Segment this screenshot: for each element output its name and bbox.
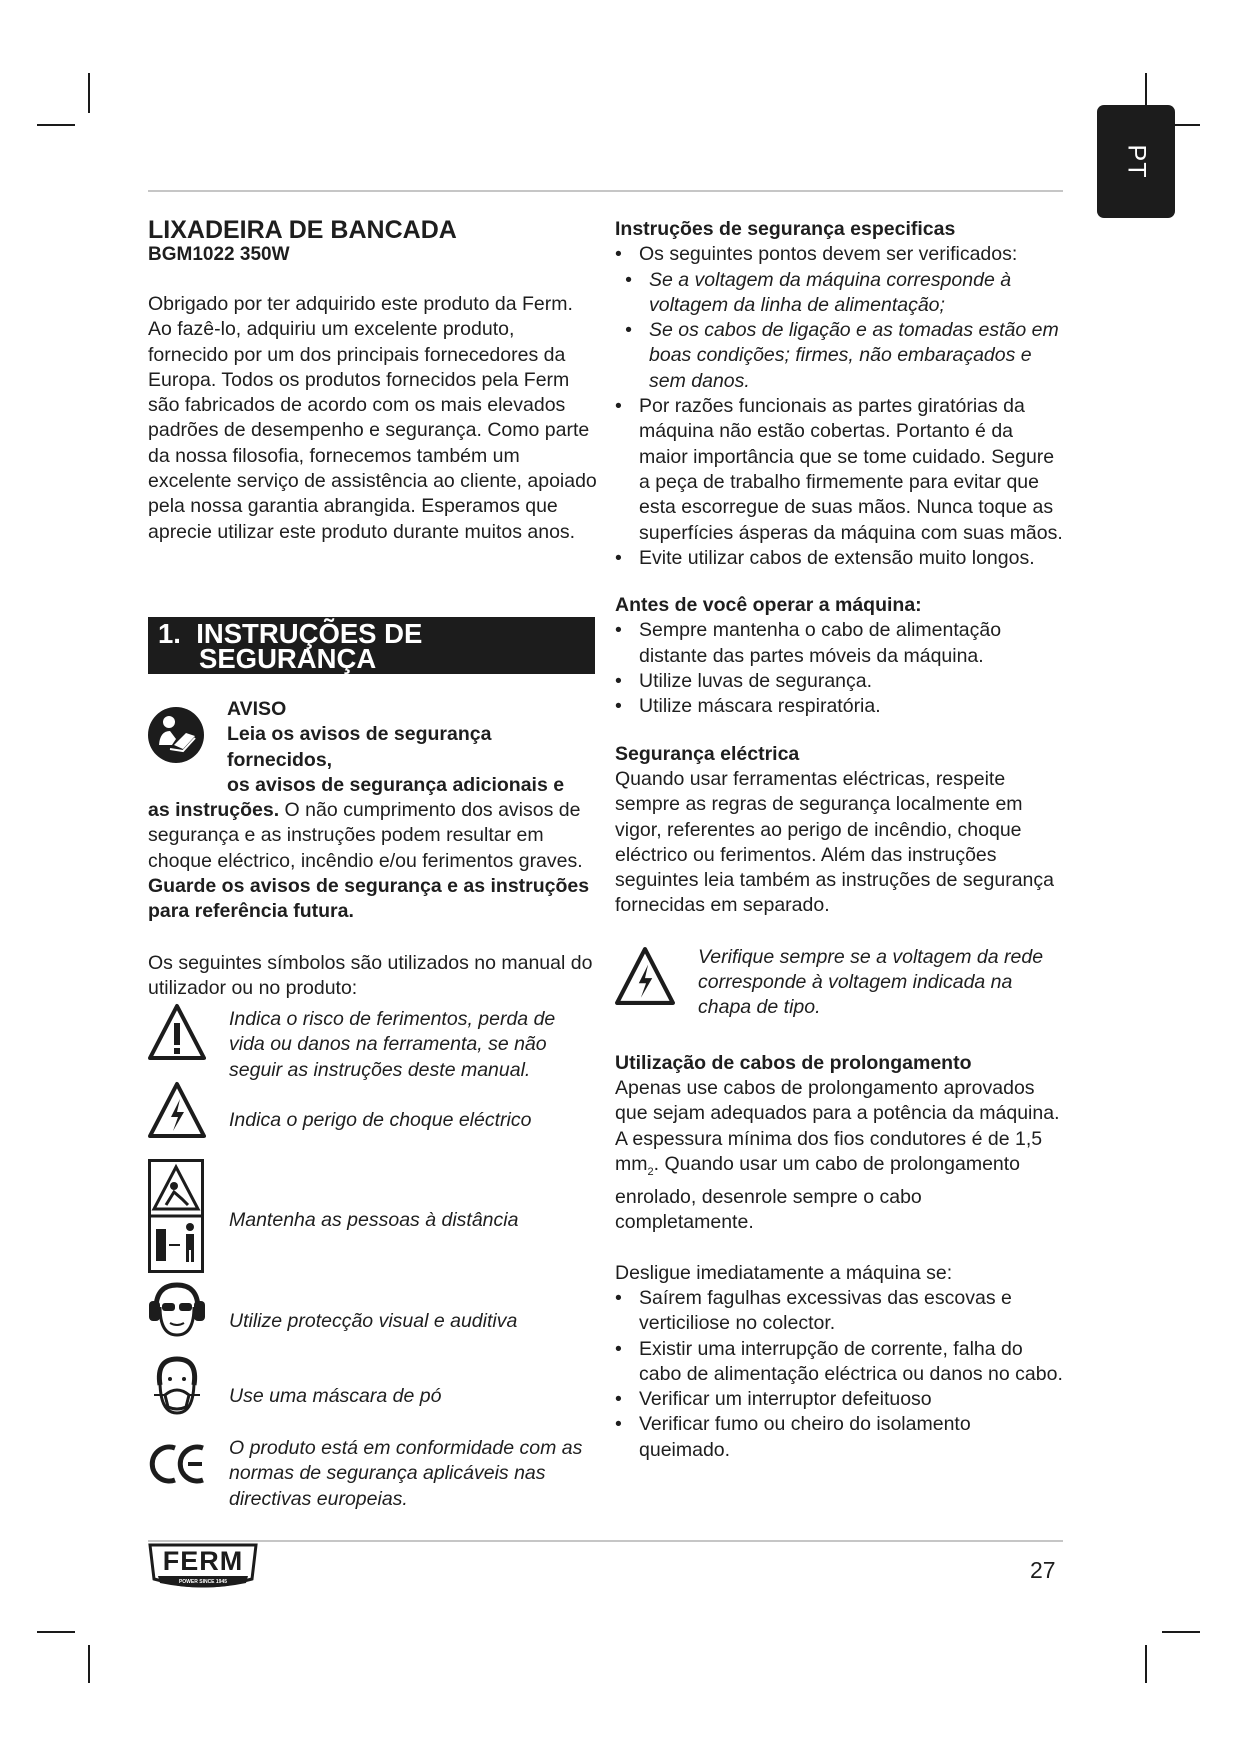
- warning-title: AVISO: [227, 698, 287, 720]
- specific-instructions-heading: Instruções de segurança especificas: [615, 218, 956, 240]
- electric-shock-icon: [148, 1081, 206, 1139]
- dust-mask-icon: [148, 1355, 206, 1417]
- crop-mark: [1145, 1645, 1147, 1683]
- language-tab-label: PT: [1122, 144, 1151, 179]
- electrical-safety-heading: Segurança eléctrica: [615, 742, 800, 765]
- electrical-safety-text: Quando usar ferramentas eléctricas, respeite sempre as regras de segurança localmente em vigor, referentes ao perigo de incêndio, choque eléctrico ou ferimentos. Além das instruções seguintes leia também as instruções de segurança fornecidas em separado.: [615, 767, 1054, 917]
- voltage-note-text: Verifique sempre se a voltagem da rede corresponde à voltagem indicada na chapa de tipo.: [698, 945, 1044, 1019]
- warning-bold-line: Leia os avisos de segurança fornecidos,: [227, 723, 492, 771]
- list-item: • Por razões funcionais as partes giratórias da máquina não estão cobertas. Portanto é da maior importância que se tome cuidado. Segure a peça de trabalho firmemente para evitar que esta escorregue de suas mãos. Nunca toque as superfícies ásperas da máquina com suas mãos.: [615, 394, 1065, 546]
- footer-rule: [148, 1540, 1063, 1542]
- electric-shock-icon: [615, 946, 675, 1006]
- list-item: • Verificar fumo ou cheiro do isolamento queimado.: [615, 1412, 1065, 1463]
- intro-paragraph: Obrigado por ter adquirido este produto da Ferm. Ao fazê-lo, adquiriu um excelente produto, fornecido por um dos principais fornecedores da Europa. Todos os produtos fornecidos pela Ferm são fabricados de acordo com os mais elevados padrões de desempenho e segurança. Como parte da nossa filosofia, fornecemos também um excelente serviço de assistência ao cliente, apoiado pela nossa garantia abrangida. Esperamos que aprecie utilizar este produto durante muitos anos.: [148, 293, 597, 543]
- specific-instructions-list: [615, 394, 1065, 571]
- model-number: BGM1022 350W: [148, 244, 290, 265]
- language-tab: [1097, 105, 1175, 218]
- document-title: LIXADEIRA DE BANCADA: [148, 216, 457, 244]
- warning-keep-instructions: Guarde os avisos de segurança e as instruções para referência futura.: [148, 875, 590, 923]
- switch-off-intro: Desligue imediatamente a máquina se:: [615, 1261, 953, 1284]
- left-column: [148, 216, 598, 545]
- symbol-injury-text: Indica o risco de ferimentos, perda de vida ou danos na ferramenta, se não seguir as instruções deste manual.: [229, 1008, 556, 1081]
- warning-bold-line: os avisos de segurança adicionais e: [227, 773, 565, 796]
- specific-instructions-list: [615, 242, 1065, 267]
- extension-cable-heading: Utilização de cabos de prolongamento: [615, 1051, 972, 1074]
- crop-mark: [1162, 1631, 1200, 1633]
- symbol-ce-text: O produto está em conformidade com as normas de segurança aplicáveis nas directivas europeias.: [229, 1437, 583, 1510]
- ferm-logo: [148, 1543, 258, 1593]
- crop-mark: [88, 1645, 90, 1683]
- warning-text: as instruções. O não cumprimento dos avisos de segurança e as instruções podem resultar em choque eléctrico, incêndio e/ou ferimentos graves.: [148, 799, 583, 872]
- crop-mark: [37, 124, 75, 126]
- switch-off-list: [615, 1286, 1065, 1463]
- symbol-eye-ear-text: Utilize protecção visual e auditiva: [229, 1310, 518, 1332]
- ce-mark-icon: [148, 1442, 208, 1486]
- list-item: • Os seguintes pontos devem ser verificados:: [615, 242, 1065, 267]
- header-rule: [148, 190, 1063, 192]
- section-heading-line1: 1. INSTRUÇÕES DE: [158, 618, 423, 649]
- ferm-logo-brand: FERM: [162, 1546, 244, 1576]
- right-column: [615, 217, 1065, 1463]
- list-item: • Sempre mantenha o cabo de alimentação distante das partes móveis da máquina.: [615, 618, 1065, 669]
- list-item: • Se a voltagem da máquina corresponde à voltagem da linha de alimentação;: [615, 268, 1065, 319]
- crop-mark: [88, 73, 90, 113]
- warning-triangle-icon: [148, 1003, 206, 1061]
- list-item: • Verificar um interruptor defeituoso: [615, 1387, 1065, 1412]
- symbols-intro: Os seguintes símbolos são utilizados no manual do utilizador ou no produto:: [148, 951, 593, 999]
- crop-mark: [37, 1631, 75, 1633]
- symbol-dust-text: Use uma máscara de pó: [229, 1385, 442, 1407]
- check-points-list: [615, 268, 1065, 394]
- symbol-shock-text: Indica o perigo de choque eléctrico: [229, 1109, 532, 1131]
- symbol-distance-text: Mantenha as pessoas à distância: [229, 1209, 519, 1231]
- list-item: • Se os cabos de ligação e as tomadas estão em boas condições; firmes, não embaraçados e sem danos.: [615, 318, 1065, 394]
- list-item: • Evite utilizar cabos de extensão muito longos.: [615, 546, 1065, 571]
- eye-ear-protection-icon: [148, 1281, 206, 1337]
- extension-cable-text: Apenas use cabos de prolongamento aprovados que sejam adequados para a potência da máquina. A espessura mínima dos fios condutores é de 1,5 $mm_2$. Quando usar um cabo de prolongamento enrolado, desenrole sempre o cabo completamente.: [615, 1077, 1060, 1234]
- section-heading-line2: SEGURANÇA: [199, 643, 377, 674]
- before-operating-list: [615, 618, 1065, 719]
- warning-block: [148, 697, 598, 1001]
- section-heading: [148, 617, 595, 674]
- voltage-note: [615, 945, 1065, 1051]
- ferm-logo-tagline: POWER SINCE 1945: [178, 1579, 228, 1585]
- list-item: • Saírem fagulhas excessivas das escovas e verticiliose no colector.: [615, 1286, 1065, 1337]
- page-number: 27: [1030, 1557, 1056, 1583]
- list-item: • Utilize luvas de segurança.: [615, 669, 1065, 694]
- before-operating-heading: Antes de você operar a máquina:: [615, 594, 922, 617]
- keep-distance-icon: [148, 1159, 204, 1273]
- list-item: • Utilize máscara respiratória.: [615, 694, 1065, 719]
- list-item: • Existir uma interrupção de corrente, falha do cabo de alimentação eléctrica ou danos no cabo.: [615, 1337, 1065, 1388]
